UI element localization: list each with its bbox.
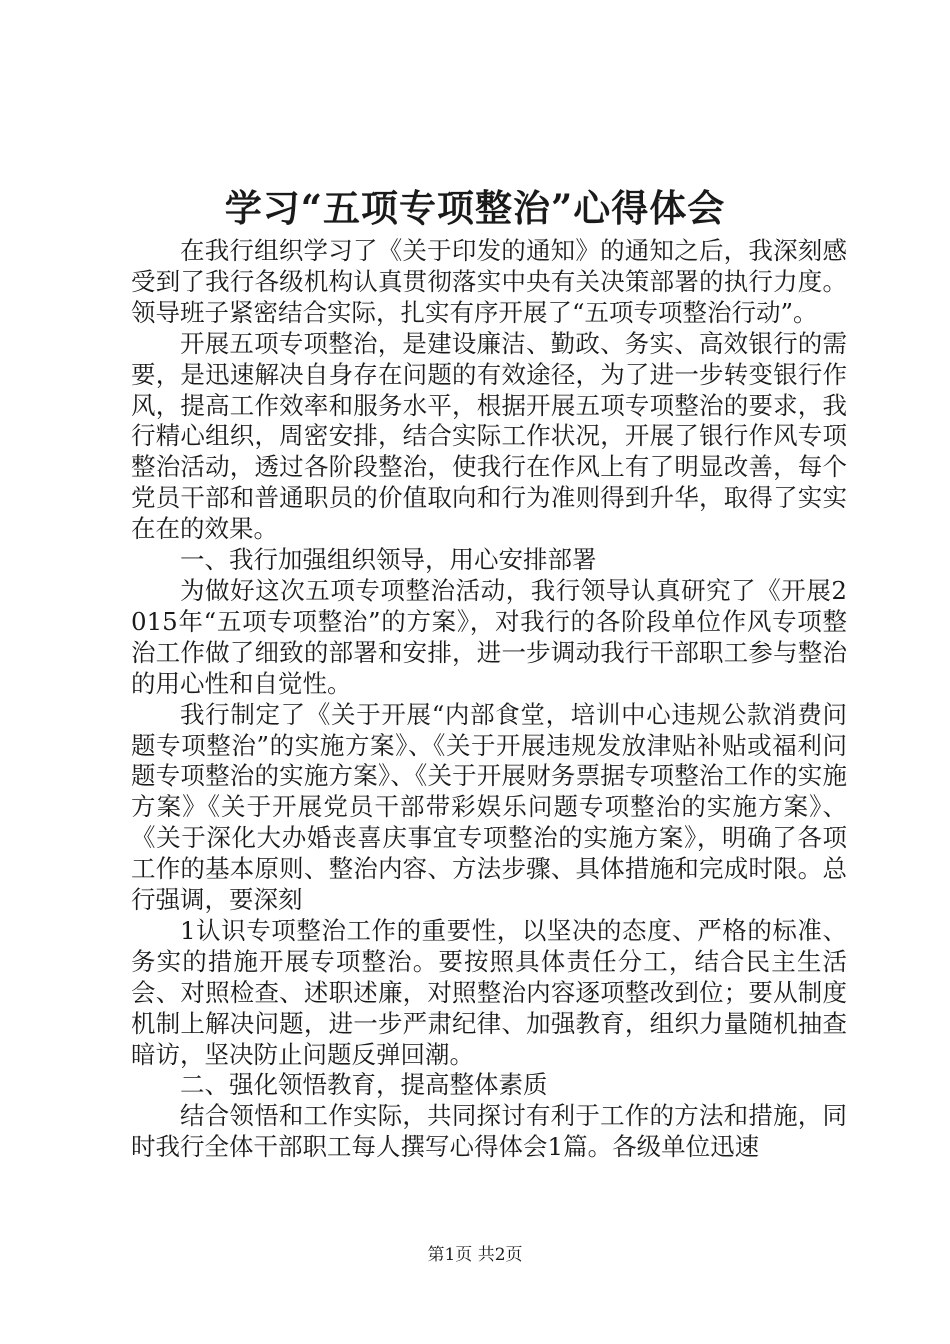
document-title: 学习“五项专项整治”心得体会 (224, 186, 726, 230)
document-body (131, 236, 847, 1163)
paragraph-awareness: 1认识专项整治工作的重要性，以坚决的态度、严格的标准、务实的措施开展专项整治。要按照具体责任分工，结合民主生活会、对照检查、述职述廉，对照整治内容逐项整改到位；要从制度机制上解决问题，进一步严肃纪律、加强教育，组织力量随机抽查暗访，坚决防止问题反弹回潮。 (131, 915, 847, 1069)
section-heading-2: 二、强化领悟教育，提高整体素质 (180, 1070, 548, 1100)
paragraph-intro: 在我行组织学习了《关于印发的通知》的通知之后，我深刻感受到了我行各级机构认真贯彻落实中央有关决策部署的执行力度。领导班子紧密结合实际，扎实有序开展了“五项专项整治行动”。 (131, 236, 847, 327)
paragraph-learning: 结合领悟和工作实际，共同探讨有利于工作的方法和措施，同时我行全体干部职工每人撰写心得体会1篇。各级单位迅速 (131, 1101, 847, 1162)
paragraph-purpose: 开展五项专项整治，是建设廉洁、勤政、务实、高效银行的需要，是迅速解决自身存在问题的有效途径，为了进一步转变银行作风，提高工作效率和服务水平，根据开展五项专项整治的要求，我行精心组织，周密安排，结合实际工作状况，开展了银行作风专项整治活动，透过各阶段整治，使我行在作风上有了明显改善，每个党员干部和普通职员的价值取向和行为准则得到升华，取得了实实在在的效果。 (131, 328, 847, 544)
page-footer: 第1页 共2页 (427, 1245, 523, 1265)
section-heading-1: 一、我行加强组织领导，用心安排部署 (180, 545, 597, 575)
paragraph-organization: 为做好这次五项专项整治活动，我行领导认真研究了《开展2015年“五项专项整治”的方案》，对我行的各阶段单位作风专项整治工作做了细致的部署和安排，进一步调动我行干部职工参与整治的用心性和自觉性。 (131, 575, 847, 698)
paragraph-plans: 我行制定了《关于开展“内部食堂，培训中心违规公款消费问题专项整治”的实施方案》、《关于开展违规发放津贴补贴或福利问题专项整治的实施方案》、《关于开展财务票据专项整治工作的实施方案》《关于开展党员干部带彩娱乐问题专项整治的实施方案》、《关于深化大办婚丧喜庆事宜专项整治的实施方案》，明确了各项工作的基本原则、整治内容、方法步骤、具体措施和完成时限。总行强调，要深刻 (131, 699, 847, 915)
